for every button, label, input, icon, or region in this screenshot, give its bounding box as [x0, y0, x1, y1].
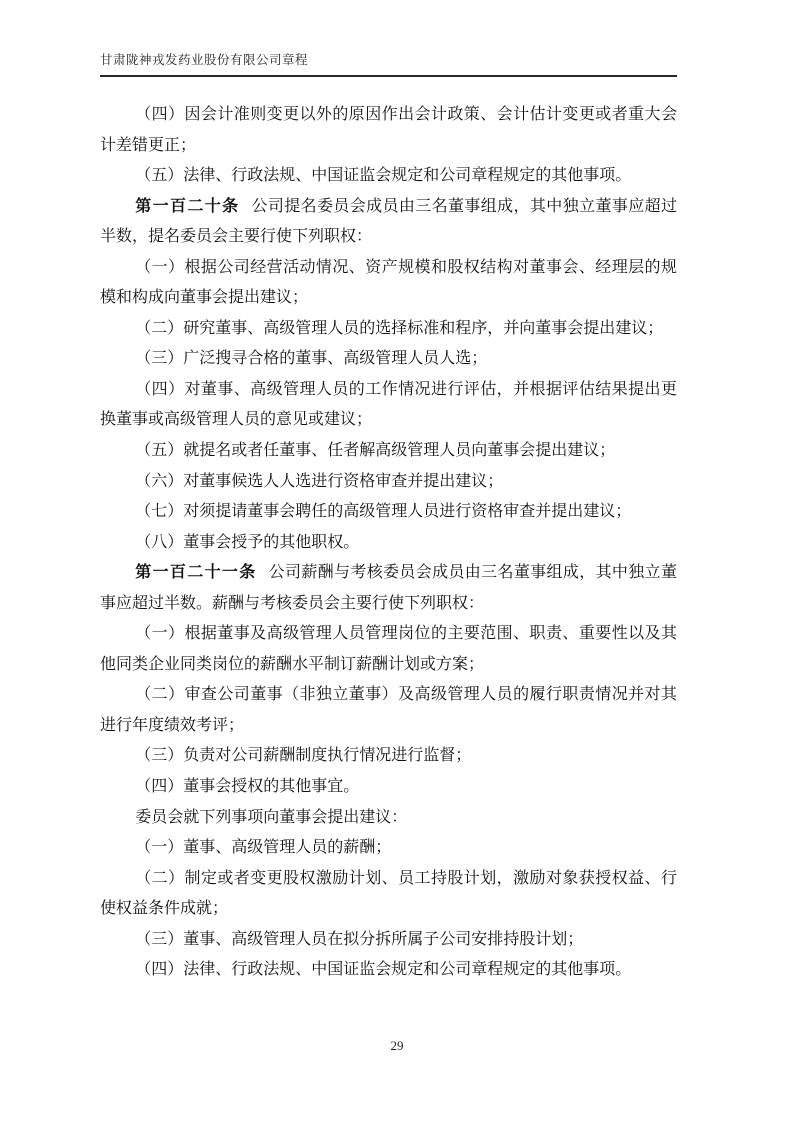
paragraph-text: （八）董事会授予的其他职权。	[135, 533, 360, 551]
paragraph-text: 公司薪酬与考核委员会成员由三名董事组成，其中独立董事应超过半数。薪酬与考核委员会主要行使下列职权：	[100, 564, 677, 612]
paragraph-text: （一）根据董事及高级管理人员管理岗位的主要范围、职责、重要性以及其他同类企业同类岗位的薪酬水平制订薪酬计划或方案；	[100, 625, 677, 673]
article-number: 第一百二十条	[135, 197, 240, 215]
paragraph-text: （一）根据公司经营活动情况、资产规模和股权结构对董事会、经理层的规模和构成向董事会提出建议；	[100, 258, 677, 307]
paragraph	[100, 161, 677, 192]
paragraph	[100, 100, 677, 161]
paragraph	[100, 772, 677, 803]
paragraph	[100, 833, 677, 864]
paragraph-text: （四）对董事、高级管理人员的工作情况进行评估，并根据评估结果提出更换董事或高级管理人员的意见或建议；	[100, 380, 677, 429]
paragraph-text: （四）法律、行政法规、中国证监会规定和公司章程规定的其他事项。	[135, 961, 632, 979]
paragraph	[100, 955, 677, 986]
header-title: 甘肃陇神戎发药业股份有限公司章程	[100, 53, 309, 67]
paragraph	[100, 436, 677, 467]
paragraph	[100, 314, 677, 345]
paragraph-text: （五）法律、行政法规、中国证监会规定和公司章程规定的其他事项。	[135, 167, 632, 185]
paragraph	[100, 619, 677, 680]
paragraph	[100, 741, 677, 772]
paragraph-text: （三）广泛搜寻合格的董事、高级管理人员人选；	[135, 350, 488, 368]
paragraph-text: （四）因会计准则变更以外的原因作出会计政策、会计估计变更或者重大会计差错更正；	[100, 106, 677, 154]
paragraph-text: （五）就提名或者任董事、任者解高级管理人员向董事会提出建议；	[135, 442, 616, 460]
paragraph-text: （六）对董事候选人人选进行资格审查并提出建议；	[135, 472, 504, 490]
paragraph	[100, 253, 677, 314]
paragraph	[100, 803, 677, 834]
page-header	[100, 0, 677, 77]
paragraph-text: （一）董事、高级管理人员的薪酬；	[135, 839, 392, 857]
paragraph	[100, 192, 677, 253]
paragraph	[100, 375, 677, 436]
paragraph-text: （二）研究董事、高级管理人员的选择标准和程序，并向董事会提出建议；	[135, 319, 664, 337]
paragraph-text: （四）董事会授权的其他事宜。	[135, 778, 360, 796]
paragraph-text: （二）制定或者变更股权激励计划、员工持股计划，激励对象获授权益、行使权益条件成就；	[100, 869, 677, 918]
paragraph	[100, 558, 677, 619]
paragraph-text: 公司提名委员会成员由三名董事组成，其中独立董事应超过半数，提名委员会主要行使下列职权：	[100, 197, 677, 246]
article-number: 第一百二十一条	[135, 564, 257, 582]
paragraph	[100, 467, 677, 498]
page-footer	[0, 1038, 794, 1054]
paragraph	[100, 497, 677, 528]
page-number: 29	[390, 1038, 404, 1053]
document-body	[100, 100, 677, 986]
paragraph	[100, 528, 677, 559]
paragraph-text: （三）董事、高级管理人员在拟分拆所属子公司安排持股计划；	[135, 930, 584, 948]
paragraph-text: 委员会就下列事项向董事会提出建议：	[135, 808, 408, 826]
paragraph-text: （三）负责对公司薪酬制度执行情况进行监督；	[135, 747, 472, 765]
paragraph-text: （七）对须提请董事会聘任的高级管理人员进行资格审查并提出建议；	[135, 503, 632, 521]
paragraph	[100, 344, 677, 375]
paragraph-text: （二）审查公司董事（非独立董事）及高级管理人员的履行职责情况并对其进行年度绩效考评；	[100, 686, 677, 734]
paragraph	[100, 864, 677, 925]
paragraph	[100, 680, 677, 741]
paragraph	[100, 925, 677, 956]
